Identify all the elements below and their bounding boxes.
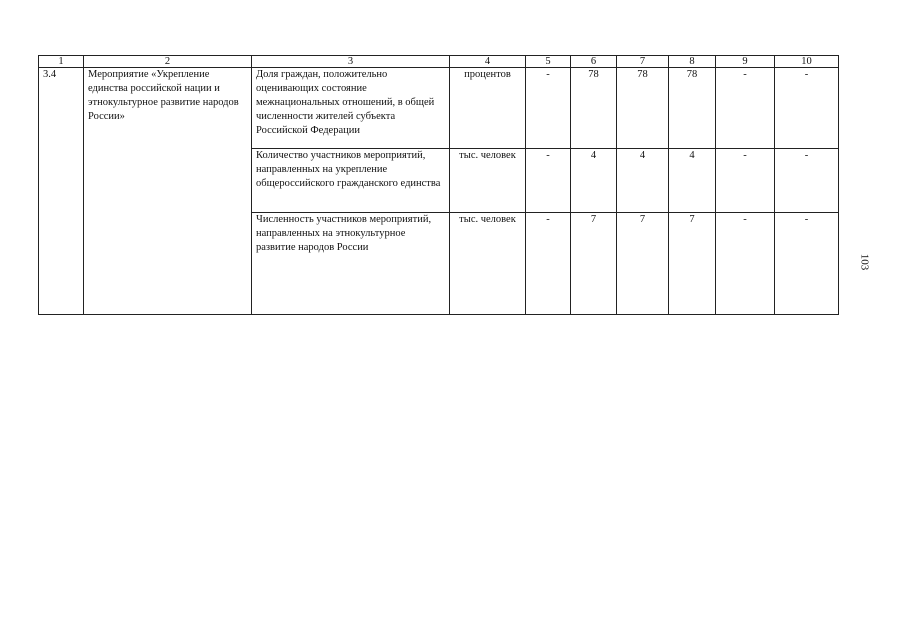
- col-header: 10: [775, 56, 839, 68]
- col-header: 9: [716, 56, 775, 68]
- value-cell: -: [775, 213, 839, 315]
- value-cell: -: [775, 68, 839, 149]
- value-cell: -: [775, 149, 839, 213]
- table-row: [39, 68, 839, 149]
- value-cell: 4: [669, 149, 716, 213]
- value-cell: -: [716, 213, 775, 315]
- event-name: Мероприятие «Укрепление единства российской нации и этнокультурное развитие народов России»: [84, 68, 252, 315]
- indicator-unit: тыс. человек: [450, 149, 526, 213]
- value-cell: -: [716, 68, 775, 149]
- col-header: 8: [669, 56, 716, 68]
- col-header: 4: [450, 56, 526, 68]
- indicator-name: Количество участников мероприятий, направленных на укрепление общероссийского гражданского единства: [252, 149, 450, 213]
- col-header: 1: [39, 56, 84, 68]
- col-header: 5: [526, 56, 571, 68]
- value-cell: -: [716, 149, 775, 213]
- col-header: 7: [617, 56, 669, 68]
- indicator-unit: тыс. человек: [450, 213, 526, 315]
- value-cell: 4: [617, 149, 669, 213]
- value-cell: 78: [571, 68, 617, 149]
- value-cell: 4: [571, 149, 617, 213]
- col-header: 2: [84, 56, 252, 68]
- value-cell: -: [526, 68, 571, 149]
- value-cell: 7: [571, 213, 617, 315]
- value-cell: -: [526, 149, 571, 213]
- value-cell: -: [526, 213, 571, 315]
- indicator-unit: процентов: [450, 68, 526, 149]
- page-number: 103: [858, 253, 871, 271]
- col-header: 6: [571, 56, 617, 68]
- indicator-name: Доля граждан, положительно оценивающих состояние межнациональных отношений, в общей численности жителей субъекта Российской Федерации: [252, 68, 450, 149]
- header-row: [39, 56, 839, 68]
- row-number: 3.4: [39, 68, 84, 315]
- indicator-table: [38, 55, 839, 315]
- value-cell: 7: [617, 213, 669, 315]
- col-header: 3: [252, 56, 450, 68]
- value-cell: 78: [617, 68, 669, 149]
- indicator-name: Численность участников мероприятий, направленных на этнокультурное развитие народов России: [252, 213, 450, 315]
- value-cell: 78: [669, 68, 716, 149]
- value-cell: 7: [669, 213, 716, 315]
